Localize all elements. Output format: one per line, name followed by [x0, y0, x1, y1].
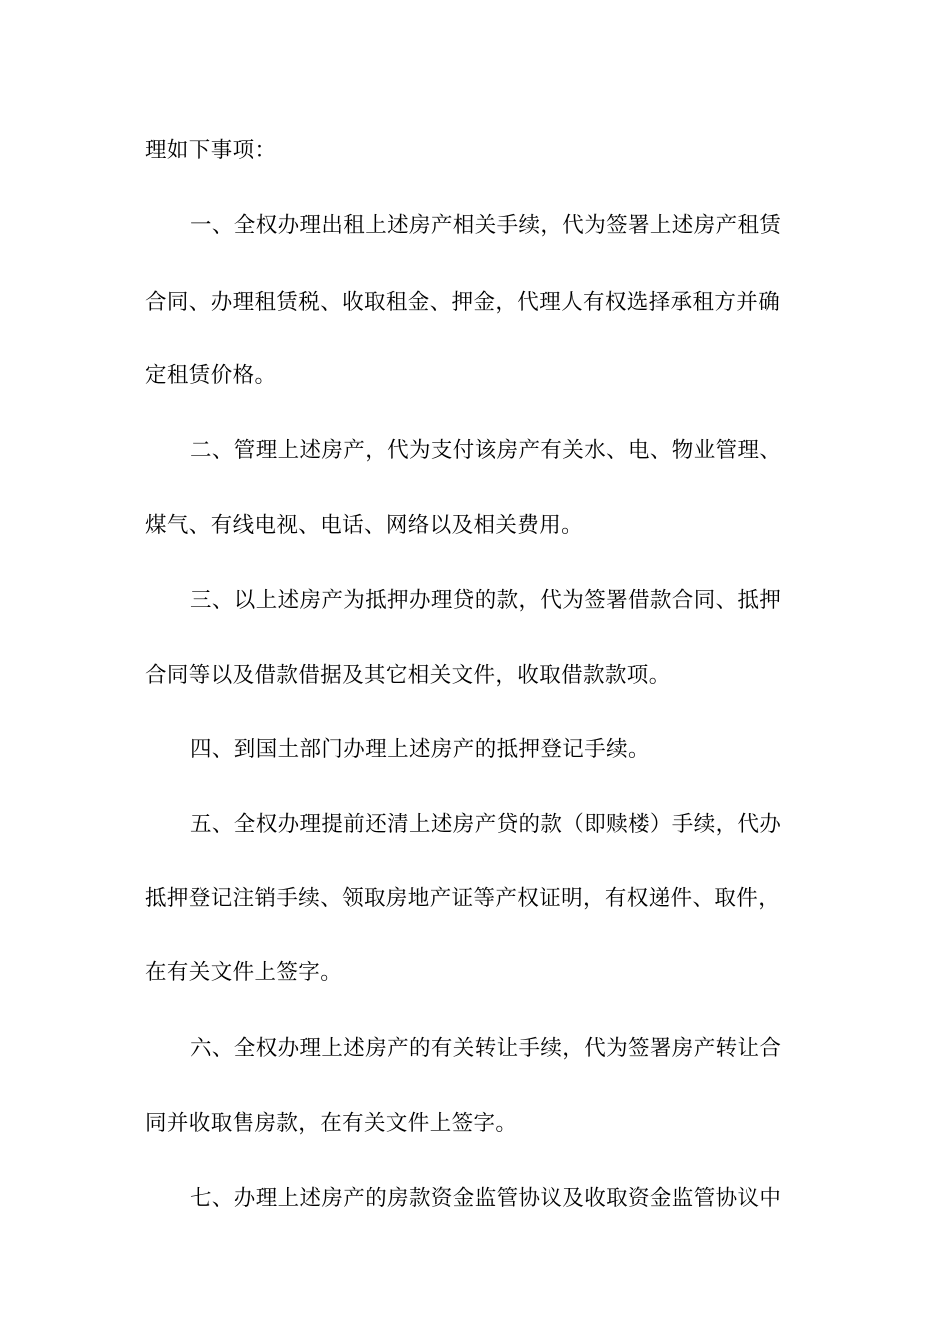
clause-2-line-1: 二、管理上述房产，代为支付该房产有关水、电、物业管理、 — [190, 438, 782, 463]
clause-5-line-3: 在有关文件上签字。 — [145, 960, 343, 985]
clause-6-line-1: 六、全权办理上述房产的有关转让手续，代为签署房产转让合 — [190, 1036, 782, 1061]
clause-1-line-1: 一、全权办理出租上述房产相关手续，代为签署上述房产租赁 — [190, 213, 782, 238]
clause-6-line-2: 同并收取售房款，在有关文件上签字。 — [145, 1111, 518, 1136]
clause-4-line-1: 四、到国土部门办理上述房产的抵押登记手续。 — [190, 737, 650, 762]
clause-3-line-2: 合同等以及借款借据及其它相关文件，收取借款款项。 — [145, 663, 671, 688]
clause-5-line-1: 五、全权办理提前还清上述房产贷的款（即赎楼）手续，代办 — [190, 812, 782, 837]
text-line-1: 理如下事项： — [145, 138, 277, 163]
clause-7-line-1: 七、办理上述房产的房款资金监管协议及收取资金监管协议中 — [190, 1186, 782, 1211]
clause-1-line-2: 合同、办理租赁税、收取租金、押金，代理人有权选择承租方并确 — [145, 290, 781, 315]
clause-1-line-3: 定租赁价格。 — [145, 363, 277, 388]
clause-5-line-2: 抵押登记注销手续、领取房地产证等产权证明，有权递件、取件， — [145, 886, 781, 911]
clause-2-line-2: 煤气、有线电视、电话、网络以及相关费用。 — [145, 513, 584, 538]
clause-3-line-1: 三、以上述房产为抵押办理贷的款，代为签署借款合同、抵押 — [190, 588, 782, 613]
